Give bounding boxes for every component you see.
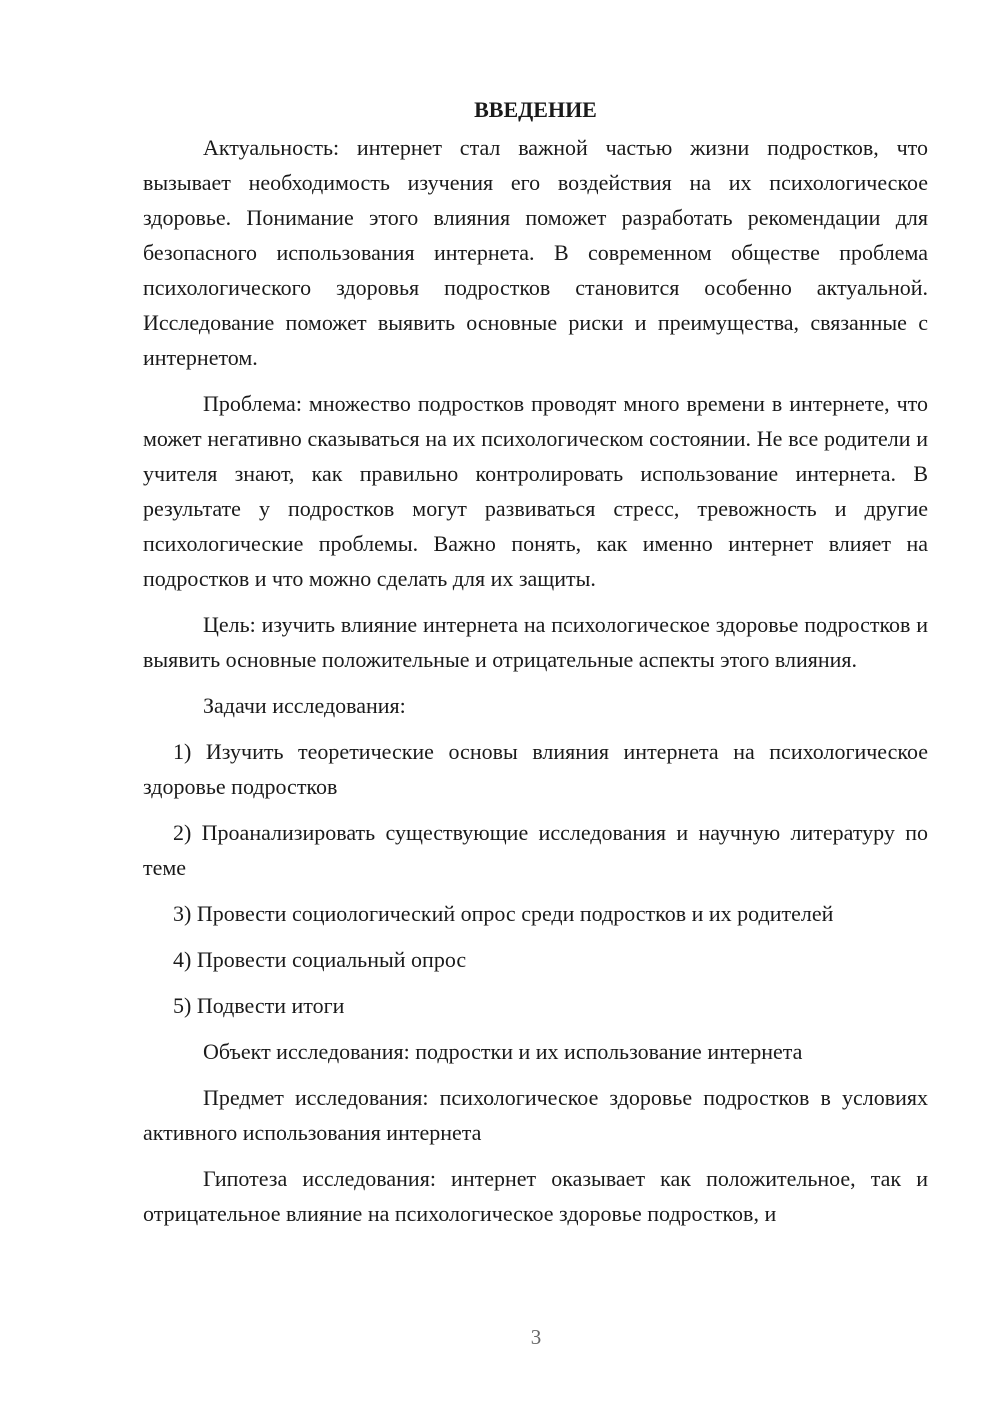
hypothesis-paragraph: Гипотеза исследования: интернет оказывает как положительное, так и отрицательное влияние на психологическое здоровье подростков, и <box>143 1166 928 1226</box>
document-page <box>143 94 928 1242</box>
problem-paragraph: Проблема: множество подростков проводят много времени в интернете, что может негативно сказываться на их психологическом состоянии. Не все родители и учителя знают, как правильно контролировать использование интернета. В результате у подростков могут развиваться стресс, тревожность и другие психологические проблемы. Важно понять, как именно интернет влияет на подростков и что можно сделать для их защиты. <box>143 391 928 591</box>
task-item-3: 3) Провести социологический опрос среди подростков и их родителей <box>173 901 834 926</box>
task-item-4: 4) Провести социальный опрос <box>173 947 467 972</box>
relevance-paragraph: Актуальность: интернет стал важной частью жизни подростков, что вызывает необходимость изучения его воздействия на их психологическое здоровье. Понимание этого влияния поможет разработать рекомендации для безопасного использования интернета. В современном обществе проблема психологического здоровья подростков становится особенно актуальной. Исследование поможет выявить основные риски и преимущества, связанные с интернетом. <box>143 135 928 370</box>
goal-paragraph: Цель: изучить влияние интернета на психологическое здоровье подростков и выявить основные положительные и отрицательные аспекты этого влияния. <box>143 612 928 672</box>
subject-paragraph: Предмет исследования: психологическое здоровье подростков в условиях активного использования интернета <box>143 1085 928 1145</box>
task-item-2: 2) Проанализировать существующие исследования и научную литературу по теме <box>143 820 928 880</box>
tasks-heading: Задачи исследования: <box>203 693 406 718</box>
task-item-1: 1) Изучить теоретические основы влияния интернета на психологическое здоровье подростков <box>143 739 928 799</box>
task-item-5: 5) Подвести итоги <box>173 993 345 1018</box>
section-title: ВВЕДЕНИЕ <box>474 97 597 122</box>
page-number: 3 <box>530 1325 542 1349</box>
object-paragraph: Объект исследования: подростки и их использование интернета <box>203 1039 803 1064</box>
